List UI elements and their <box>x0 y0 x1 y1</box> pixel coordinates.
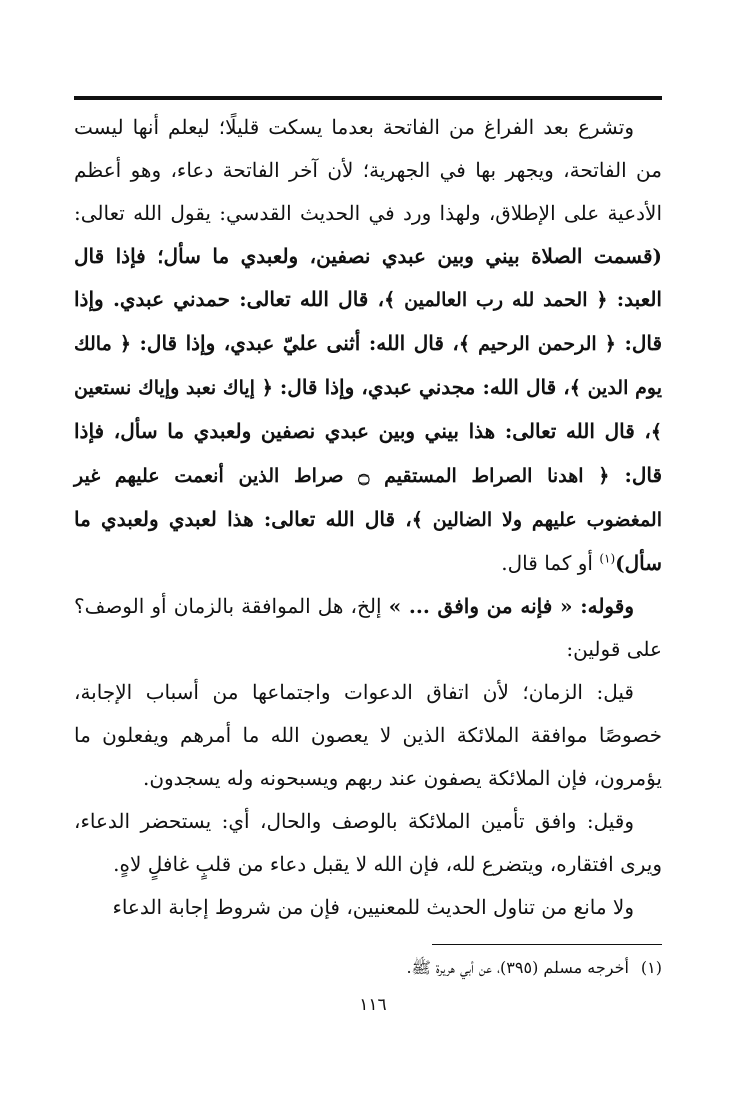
intro-text: وتشرع بعد الفراغ من الفاتحة بعدما يسكت قليلًا؛ ليعلم أنها ليست من الفاتحة، ويجهر بها في الجهرية؛ لأن آخر الفاتحة دعاء، وهو أعظم الأدعية على الإطلاق، ولهذا ورد في الحديث القدسي: يقول الله تعالى: <box>74 115 662 225</box>
paragraph-ending: أو كما قال. <box>501 551 600 575</box>
hadith-text <box>74 244 662 575</box>
paragraph-first-opinion: قيل: الزمان؛ لأن اتفاق الدعوات واجتماعها من أسباب الإجابة، خصوصًا موافقة الملائكة الذين لا يعصون الله ما أمرهم ويفعلون ما يؤمرون، فإن الملائكة يصفون عند ربهم ويسبحونه وله يسجدون. <box>74 680 662 790</box>
reply-malik: ، قال الله: مجدني عبدي، وإذا قال: <box>272 375 570 399</box>
footnote-number: (١) <box>640 958 662 977</box>
page-number: ١١٦ <box>359 995 387 1015</box>
ayah-malik: ﴿ مالك يوم الدين ﴾ <box>74 333 662 399</box>
footnote-text: أخرجه مسلم (٣٩٥)، عن أبي هريرة ﷺ. <box>406 958 629 977</box>
reply-alhamd: ، قال الله تعالى: حمدني عبدي. وإذا قال: <box>74 287 663 355</box>
ayah-iyyaka: ﴿ إياك نعبد وإياك نستعين ﴾ <box>74 377 662 443</box>
ayah-arrahman: ﴿ الرحمن الرحيم ﴾ <box>458 333 616 355</box>
paragraph-muwafaqa <box>74 585 662 671</box>
paragraph-hadith <box>74 106 662 585</box>
paragraph-second-opinion: وقيل: وافق تأمين الملائكة بالوصف والحال، أي: يستحضر الدعاء، ويرى افتقاره، ويتضرع لله، فإن الله لا يقبل دعاء من قلبٍ غافلٍ لاهٍ. <box>74 809 662 876</box>
paragraph-conclusion: ولا مانع من تناول الحديث للمعنيين، فإن من شروط إجابة الدعاء <box>112 895 634 919</box>
main-text <box>74 106 662 929</box>
footnote <box>74 954 662 982</box>
reply-ihdina: ، قال الله تعالى: هذا لعبدي ولعبدي ما سأل) <box>74 507 662 575</box>
footnote-separator <box>432 944 662 945</box>
reply-iyyaka: ، قال الله تعالى: هذا بيني وبين عبدي نصفين ولعبدي ما سأل، فإذا قال: <box>74 419 663 487</box>
header-rule <box>74 96 662 100</box>
quoted-phrase: وقوله: « فإنه من وافق ... » <box>388 594 634 618</box>
reply-arrahman: ، قال الله: أثنى عليّ عبدي، وإذا قال: <box>131 331 459 355</box>
hadith-opening: (قسمت الصلاة بيني وبين عبدي نصفين، ولعبدي ما سأل؛ فإذا قال العبد: <box>74 244 662 311</box>
question-text: إلخ، هل الموافقة بالزمان أو الوصف؟ على قولين: <box>74 594 662 661</box>
footnote-reference: (١) <box>599 551 616 566</box>
ayah-ihdina: ﴿ اهدنا الصراط المستقيم ۝ صراط الذين أنعمت عليهم غير المغضوب عليهم ولا الضالين ﴾ <box>74 465 662 531</box>
ayah-alhamd: ﴿ الحمد لله رب العالمين ﴾ <box>384 289 608 311</box>
